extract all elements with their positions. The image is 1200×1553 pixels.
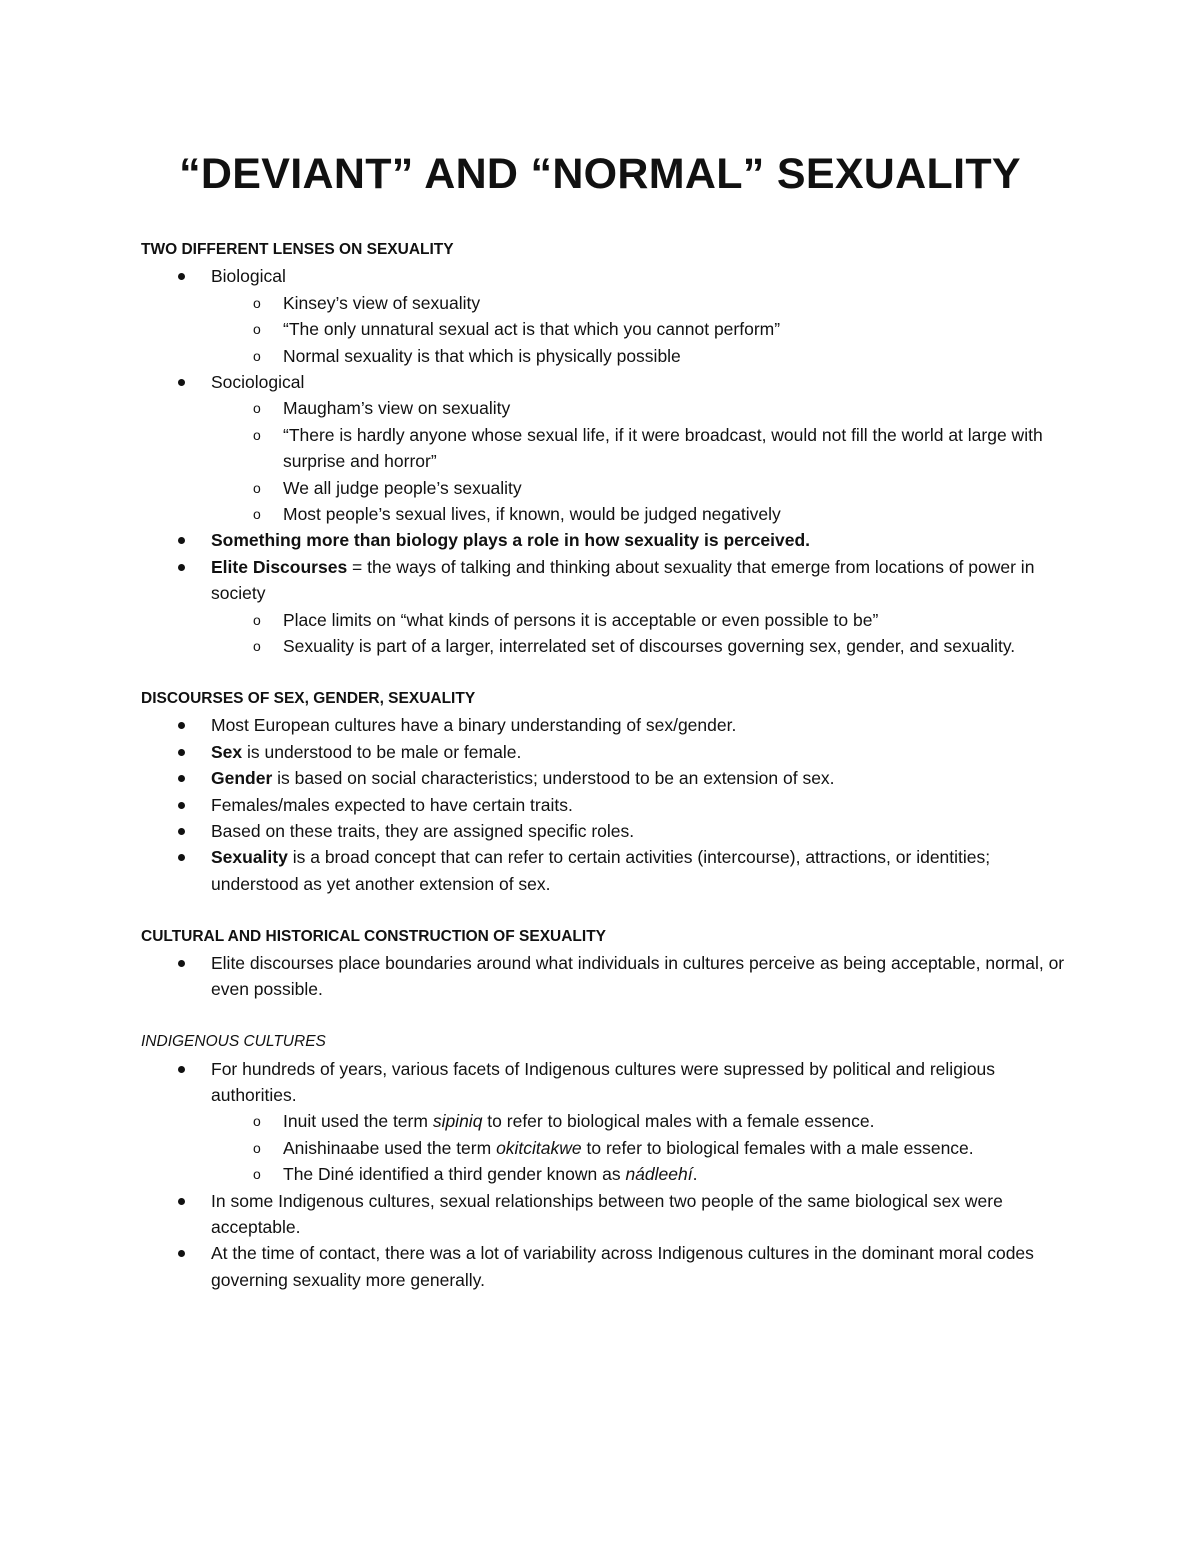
sexuality-term: Sexuality xyxy=(211,847,288,868)
list-item xyxy=(211,369,1066,527)
spacer xyxy=(141,1003,1066,1029)
page-title: “DEVIANT” AND “NORMAL” SEXUALITY xyxy=(179,150,1021,198)
indigenous-sublist xyxy=(211,1108,1066,1187)
spacer xyxy=(141,660,1066,686)
elite-term: Elite Discourses xyxy=(211,556,348,577)
gender-term: Gender xyxy=(211,768,273,789)
indigenous-item-text: For hundreds of years, various facets of Indigenous cultures were supressed by political and religious authorities. xyxy=(211,1058,996,1105)
list-item: Elite discourses place boundaries around what individuals in cultures perceive as being acceptable, normal, or even possible. xyxy=(211,950,1066,1003)
list-item: o Normal sexuality is that which is physically possible xyxy=(283,343,1066,369)
list-item xyxy=(283,1108,1066,1134)
list-item: o Place limits on “what kinds of persons it is acceptable or even possible to be” xyxy=(283,607,1066,633)
list-item: In some Indigenous cultures, sexual relationships between two people of the same biological sex were acceptable. xyxy=(211,1188,1066,1241)
list-item: o Maugham’s view on sexuality xyxy=(283,395,1066,421)
biological-label: Biological xyxy=(211,266,286,287)
elite-sublist xyxy=(211,607,1066,660)
sex-term: Sex xyxy=(211,741,243,762)
section-heading-cultural: CULTURAL AND HISTORICAL CONSTRUCTION OF SEXUALITY xyxy=(141,927,606,945)
list-item xyxy=(283,1135,1066,1161)
list-item: o “There is hardly anyone whose sexual life, if it were broadcast, would not fill the world at large with surprise and horror” xyxy=(283,422,1066,475)
sociological-label: Sociological xyxy=(211,372,305,393)
inuit-text-end: to refer to biological males with a female essence. xyxy=(482,1111,875,1132)
list-item: At the time of contact, there was a lot of variability across Indigenous cultures in the dominant moral codes governing sexuality more generally. xyxy=(211,1240,1066,1293)
inuit-term: sipiniq xyxy=(432,1111,483,1132)
list-item xyxy=(211,527,1066,553)
sex-text: is understood to be male or female. xyxy=(242,741,522,762)
spacer xyxy=(141,897,1066,923)
anishinaabe-text: Anishinaabe used the term xyxy=(283,1137,497,1158)
sociological-sublist xyxy=(211,395,1066,527)
list-item xyxy=(211,844,1066,897)
dine-text: The Diné identified a third gender known as xyxy=(283,1164,626,1185)
list-item: o Kinsey’s view of sexuality xyxy=(283,290,1066,316)
section-heading-discourses: DISCOURSES OF SEX, GENDER, SEXUALITY xyxy=(141,689,476,707)
biology-point: Something more than biology plays a role in how sexuality is perceived. xyxy=(211,530,811,551)
list-item xyxy=(211,765,1066,791)
dine-text-end: . xyxy=(692,1164,698,1185)
list-item: o Sexuality is part of a larger, interrelated set of discourses governing sex, gender, and sexuality. xyxy=(283,633,1066,659)
list-item xyxy=(283,1161,1066,1187)
section-heading-lenses: TWO DIFFERENT LENSES ON SEXUALITY xyxy=(141,241,454,258)
anishinaabe-term: okitcitakwe xyxy=(496,1137,582,1158)
sexuality-text: is a broad concept that can refer to certain activities (intercourse), attractions, or identities; understood as yet another extension of sex. xyxy=(211,847,991,894)
discourses-list xyxy=(141,712,1066,897)
list-item: o Most people’s sexual lives, if known, would be judged negatively xyxy=(283,501,1066,527)
list-item: Females/males expected to have certain traits. xyxy=(211,792,1066,818)
elite-definition: = the ways of talking and thinking about sexuality that emerge from locations of power in society xyxy=(211,556,1035,604)
list-item: Based on these traits, they are assigned specific roles. xyxy=(211,818,1066,844)
list-item: Most European cultures have a binary understanding of sex/gender. xyxy=(211,712,1066,738)
indigenous-list xyxy=(141,1056,1066,1294)
document-body xyxy=(141,237,1066,1293)
list-item xyxy=(211,739,1066,765)
inuit-text: Inuit used the term xyxy=(283,1111,433,1132)
list-item: o “The only unnatural sexual act is that which you cannot perform” xyxy=(283,316,1066,342)
list-item xyxy=(211,1056,1066,1188)
list-item xyxy=(211,263,1066,369)
anishinaabe-text-end: to refer to biological females with a male essence. xyxy=(581,1137,974,1158)
dine-term: nádleehí xyxy=(625,1164,693,1185)
section-heading-indigenous: INDIGENOUS CULTURES xyxy=(141,1033,326,1051)
cultural-list xyxy=(141,950,1066,1003)
gender-text: is based on social characteristics; understood to be an extension of sex. xyxy=(272,768,835,789)
list-item: o We all judge people’s sexuality xyxy=(283,475,1066,501)
lenses-list xyxy=(141,263,1066,659)
biological-sublist xyxy=(211,290,1066,369)
list-item xyxy=(211,554,1066,660)
